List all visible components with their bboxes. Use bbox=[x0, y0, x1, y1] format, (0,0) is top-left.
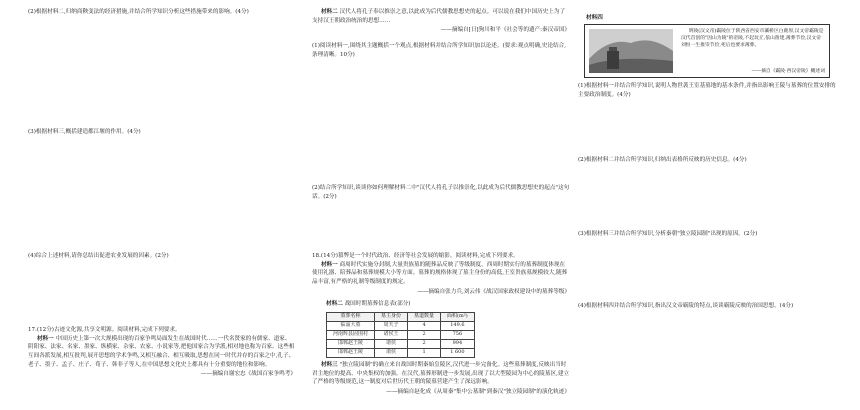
table-cell: 诸侯王 bbox=[375, 330, 408, 339]
table-cell: 河南辉县固围村 bbox=[327, 330, 375, 339]
table-cell: 1 600 bbox=[441, 348, 475, 357]
q18-material-1-text: 商周时代实施分封制,大量贵族墓的随葬品反映了等级制度。西周时期实行的墓葬制度体现在使用礼器、陪葬品和墓葬规模大小等方面。墓葬的规格体现了墓主身份的高低,王室贵族墓规模较大,随葬品丰富,有严格的礼制等级制度的规定。 bbox=[312, 261, 568, 285]
table-cell: 149.6 bbox=[441, 321, 475, 330]
material-1-block bbox=[28, 335, 296, 370]
question-17 bbox=[28, 326, 296, 379]
table-header: 墓葬名称 bbox=[327, 312, 375, 321]
q18-material-3-source: ——摘编自赵化成《从周秦"集中公墓制"到秦汉"独立陵园制"的演化轨迹》 bbox=[386, 388, 570, 395]
table-header: 墓主身份 bbox=[375, 312, 408, 321]
q18-material-2-label: 材料二 bbox=[326, 301, 343, 308]
q18-material-1-source: ——摘编自张力兵,刘云伟《战汉国家政权建设中的墓葬等级》 bbox=[417, 288, 570, 295]
table-row bbox=[327, 330, 475, 339]
question-1: (1)阅读材料一,围绕其主题概括一个观点,根据材料并结合所学知识加以论述。(要求:观点明确,史论结合,条理清晰。10分) bbox=[312, 43, 567, 58]
question-18-stem: 18.(14分)篡弊是一个时代政治、经济等社会发展的缩影。阅读材料,完成下列要求。 bbox=[312, 253, 519, 259]
material-4-label: 材料四 bbox=[586, 15, 603, 21]
mausoleum-photo bbox=[589, 29, 673, 73]
table-cell: 756 bbox=[441, 330, 475, 339]
column-right bbox=[578, 8, 840, 406]
material-2 bbox=[312, 8, 570, 35]
question-17-stem: 17.(12分)古迹文化源,共享文明源。阅读材料,完成下列要求。 bbox=[28, 327, 181, 333]
table-cell: 1 bbox=[408, 348, 441, 357]
column-middle bbox=[312, 8, 570, 406]
question-2-right: (2)根据材料二并结合所学知识,归纳出表格所反映的历史信息。(4分) bbox=[578, 157, 747, 163]
material-2-text: 汉代人将孔子奉以推崇之意,以此成为后代儒教思想史的起点。可以说在我们中国历史上为了支持汉王朝政治统治的思想…… bbox=[312, 9, 566, 24]
material-4-text: 明陵(汉文帝)霸陵位于陕西省西安市灞桥区白鹿原,汉文帝霸陵是汉代首创的"因山为陵"的帝陵,不起坟丘,依山凿建,薄葬节俭,汉文帝刘恒一生推崇节俭,死后也要求薄葬。 bbox=[681, 29, 824, 49]
question-2-mid: (2)结合所学知识,谈谈你如何理解材料二中"汉代人将孔子以推崇化,以此成为后代儒教思想史的起点"这句话。(2分) bbox=[312, 185, 570, 200]
material-1-text: 中国历史上第一次大规模出现的百家争鸣局面发生在战国时代……一代名贤家的有儒家、道家、阴阳家、法家、名家、墨家、纵横家、杂家、农家、小说家等,把他国家合为学派,相对地也称为百家。这些相互间各派发展,相互批判,展开思想的学术争鸣,又相互融合、相互吸取,思想在同一时代并存的百家之中,孔子、老子、墨子、孟子、庄子、荀子、韩非子等人,在中国思想文化史上都具有十分重要的地位和影响。 bbox=[28, 335, 295, 368]
table-cell: 诸侯 bbox=[375, 339, 408, 348]
material-4-source: ——摘自《霸陵·西汉帝陵》概述词 bbox=[751, 68, 825, 74]
q18-material-3-label: 材料三 bbox=[320, 361, 338, 368]
question-18 bbox=[312, 252, 570, 397]
table-row bbox=[327, 348, 475, 357]
q18-material-2 bbox=[326, 300, 570, 309]
material-4-box bbox=[584, 24, 830, 78]
table-header: 墓道数量 bbox=[408, 312, 441, 321]
question-4: (4)综合上述材料,请你总结出促进农业发展的因素。(2分) bbox=[28, 253, 169, 259]
table-cell: 邯郸赵王陵 bbox=[327, 339, 375, 348]
table-cell: 2 bbox=[408, 339, 441, 348]
material-2-label: 材料二 bbox=[320, 9, 338, 15]
q18-material-3 bbox=[312, 361, 570, 387]
tomb-table bbox=[326, 312, 475, 358]
table-row bbox=[327, 339, 475, 348]
q18-material-1 bbox=[312, 261, 570, 287]
table-cell: 周天子 bbox=[375, 321, 408, 330]
table-row bbox=[327, 321, 475, 330]
table-cell: 994 bbox=[441, 339, 475, 348]
material-1-source: ——摘编自谢宏忠《战国百家争鸣考》 bbox=[200, 371, 296, 378]
table-header: 面积(m²) bbox=[441, 312, 475, 321]
question-1-right: (1)根据材料一并结合所学知识,说明人物世袭王室基墓地的基本条件,并指出影响王陵与墓葬的位置安排的主要政治制度。(4分) bbox=[578, 83, 836, 98]
question-2: (2)根据材料二,归纳商鞅变法的经济措施,并结合所学知识分析这些措施带来的影响。(4分) bbox=[28, 9, 249, 15]
table-header-row bbox=[327, 312, 475, 321]
table-caption: 战国时期墓葬信息表(部分) bbox=[344, 301, 411, 308]
material-1-label: 材料一 bbox=[36, 335, 54, 342]
table-cell: 2 bbox=[408, 330, 441, 339]
question-3: (3)根据材料三,概括建造都江堰的作用。(4分) bbox=[28, 129, 141, 135]
table-cell: 临淄大墓 bbox=[327, 321, 375, 330]
question-3-right: (3)根据材料三并结合所学知识,分析秦朝"独立陵园制"出现的原因。(2分) bbox=[578, 231, 758, 237]
material-2-source: ——摘编自[日]狗川和平《社会等的遗产:秦汉帝国》 bbox=[440, 27, 570, 34]
table-cell: 4 bbox=[408, 321, 441, 330]
table-cell: 邯郸赵王陵 bbox=[327, 348, 375, 357]
question-4-right: (4)根据材料四并结合所学知识,指出汉文帝霸陵的特点,谈谈霸陵反映的治国思想。(4分) bbox=[578, 303, 794, 309]
q18-material-1-label: 材料一 bbox=[320, 261, 338, 268]
table-cell: 诸侯 bbox=[375, 348, 408, 357]
column-left bbox=[28, 8, 296, 406]
q18-material-3-text: "独立陵园制"的确立来自战国时期秦始皇陵区,汉代进一步完备化。这些墓葬制度,反映出当时君主地位的提高、中央集权的加强。在汉代,墓葬形制进一步发展,出现了以大型陵园为中心的陵墓区,建立了严格的等级规范,这一制度对后世历代王朝的陵墓营建产生了深远影响。 bbox=[312, 361, 570, 386]
